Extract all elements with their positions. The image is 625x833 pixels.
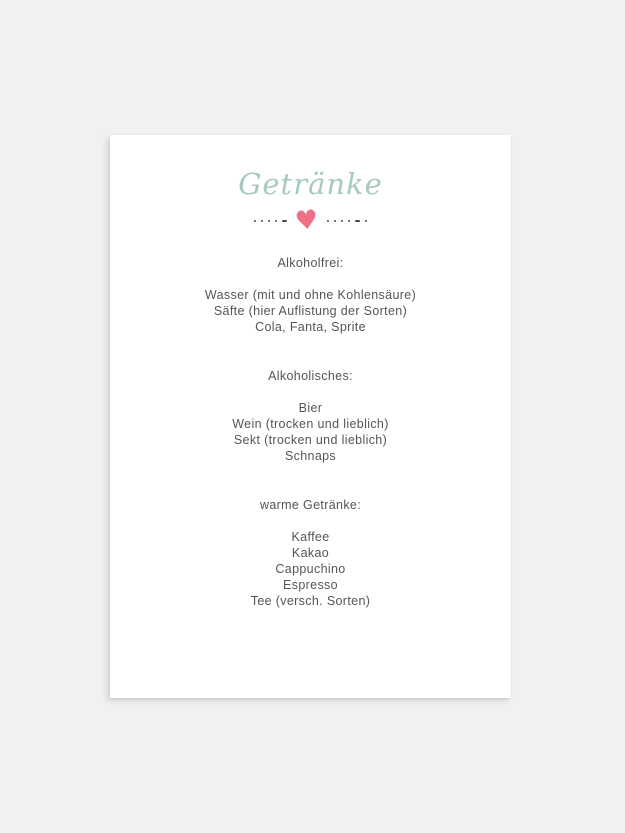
section-heading: Alkoholfrei:: [277, 256, 344, 270]
dotted-heart-divider: [110, 204, 511, 238]
menu-item: Kakao: [291, 546, 330, 560]
divider-dash: [355, 220, 360, 222]
heart-icon: ♥: [293, 204, 321, 238]
menu-item: Wasser (mit und ohne Kohlensäure): [204, 288, 417, 302]
menu-item: Säfte (hier Auflistung der Sorten): [213, 304, 408, 318]
menu-body: [110, 255, 511, 609]
divider-dot: [348, 220, 350, 222]
section-heading: Alkoholisches:: [268, 369, 353, 383]
divider-dot: [268, 220, 270, 222]
divider-dot: [327, 220, 329, 222]
menu-title: Getränke: [238, 167, 383, 201]
menu-section-alkoholisches: [110, 368, 511, 464]
menu-card: [110, 135, 511, 698]
menu-item: Schnaps: [284, 449, 337, 463]
menu-item: Wein (trocken und lieblich): [232, 417, 389, 431]
menu-item: Bier: [298, 401, 323, 415]
menu-item: Sekt (trocken und lieblich): [233, 433, 388, 447]
divider-dot: [261, 220, 263, 222]
divider-dot: [275, 220, 277, 222]
divider-dash: [282, 220, 287, 222]
divider-dot: [254, 220, 256, 222]
divider-dot: [365, 220, 367, 222]
menu-section-warme-getraenke: [110, 497, 511, 609]
menu-section-alkoholfrei: [110, 255, 511, 335]
menu-item: Espresso: [283, 578, 338, 592]
menu-item: Cola, Fanta, Sprite: [255, 320, 366, 334]
divider-dot: [334, 220, 336, 222]
menu-item: Cappuchino: [275, 562, 346, 576]
divider-dot: [341, 220, 343, 222]
section-heading: warme Getränke:: [259, 498, 362, 512]
menu-item: Tee (versch. Sorten): [250, 594, 371, 608]
menu-item: Kaffee: [291, 530, 330, 544]
